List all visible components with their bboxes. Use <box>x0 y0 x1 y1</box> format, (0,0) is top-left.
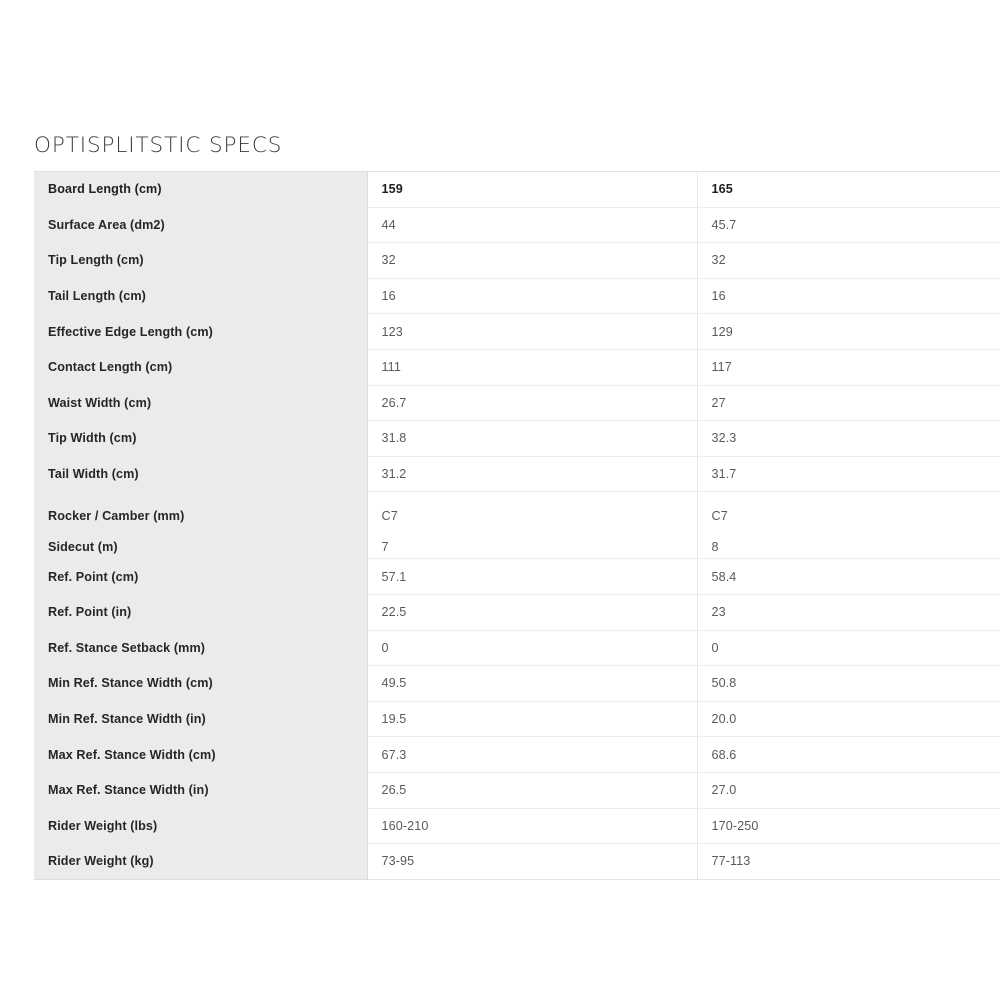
spec-label-cell <box>34 492 367 559</box>
spec-value-165-cell: 32 <box>697 243 1000 279</box>
table-row <box>34 666 1000 702</box>
spec-value-159-cell: 123 <box>367 314 697 350</box>
spec-value-159-cell: 31.2 <box>367 456 697 492</box>
spec-value-165-cell: 32.3 <box>697 421 1000 457</box>
spec-value-159-cell: 159 <box>367 172 697 208</box>
spec-label-cell: Max Ref. Stance Width (cm) <box>34 737 367 773</box>
spec-table-body <box>34 172 1000 880</box>
spec-value-165-cell <box>697 492 1000 559</box>
spec-value-159-cell: 26.5 <box>367 772 697 808</box>
spec-value-165-cell: 27 <box>697 385 1000 421</box>
spec-label-cell: Ref. Point (in) <box>34 594 367 630</box>
spec-label-cell: Waist Width (cm) <box>34 385 367 421</box>
spec-label-cell: Ref. Point (cm) <box>34 559 367 595</box>
spec-value-159-cell: 49.5 <box>367 666 697 702</box>
spec-value-159-cell: 67.3 <box>367 737 697 773</box>
table-row <box>34 456 1000 492</box>
spec-label-cell: Tail Length (cm) <box>34 278 367 314</box>
spec-label-cell: Max Ref. Stance Width (in) <box>34 772 367 808</box>
spec-table-container <box>34 171 1000 880</box>
spec-value-159-cell: 111 <box>367 349 697 385</box>
spec-label-cell: Min Ref. Stance Width (in) <box>34 701 367 737</box>
spec-value-165-cell: 77-113 <box>697 844 1000 880</box>
spec-value-165-cell: 50.8 <box>697 666 1000 702</box>
spec-value-165-cell: 68.6 <box>697 737 1000 773</box>
spec-value-165-cell: 45.7 <box>697 207 1000 243</box>
spec-value-159-cell-line-1: C7 <box>381 508 398 523</box>
table-row <box>34 594 1000 630</box>
page-title: OPTISPLITSTIC SPECS <box>34 133 283 159</box>
spec-label-cell-line-1: Rocker / Camber (mm) <box>48 508 185 523</box>
table-row <box>34 630 1000 666</box>
spec-value-159-cell: 26.7 <box>367 385 697 421</box>
spec-label-cell: Tip Width (cm) <box>34 421 367 457</box>
table-row <box>34 172 1000 208</box>
spec-value-159-cell: 160-210 <box>367 808 697 844</box>
spec-value-165-cell: 129 <box>697 314 1000 350</box>
table-row <box>34 844 1000 880</box>
spec-value-165-cell-line-1: C7 <box>711 508 728 523</box>
table-row <box>34 278 1000 314</box>
spec-value-159-cell: 0 <box>367 630 697 666</box>
spec-value-165-cell: 23 <box>697 594 1000 630</box>
spec-label-cell: Ref. Stance Setback (mm) <box>34 630 367 666</box>
table-row <box>34 385 1000 421</box>
spec-value-165-cell: 58.4 <box>697 559 1000 595</box>
spec-value-165-cell: 117 <box>697 349 1000 385</box>
spec-value-165-cell: 170-250 <box>697 808 1000 844</box>
spec-label-cell: Contact Length (cm) <box>34 349 367 385</box>
spec-value-165-cell: 20.0 <box>697 701 1000 737</box>
table-row <box>34 492 1000 559</box>
spec-value-159-cell: 44 <box>367 207 697 243</box>
spec-value-159-cell: 57.1 <box>367 559 697 595</box>
spec-value-165-cell: 27.0 <box>697 772 1000 808</box>
table-row <box>34 559 1000 595</box>
spec-label-cell: Tail Width (cm) <box>34 456 367 492</box>
spec-value-165-cell: 0 <box>697 630 1000 666</box>
table-row <box>34 314 1000 350</box>
table-row <box>34 772 1000 808</box>
spec-label-cell: Effective Edge Length (cm) <box>34 314 367 350</box>
spec-value-159-cell: 22.5 <box>367 594 697 630</box>
spec-value-159-cell: 73-95 <box>367 844 697 880</box>
spec-value-159-cell: 16 <box>367 278 697 314</box>
spec-label-cell: Rider Weight (lbs) <box>34 808 367 844</box>
spec-value-165-cell: 31.7 <box>697 456 1000 492</box>
spec-value-165-cell: 16 <box>697 278 1000 314</box>
table-row <box>34 701 1000 737</box>
optisplitstic-specs-table <box>34 171 1000 880</box>
spec-label-cell: Tip Length (cm) <box>34 243 367 279</box>
table-row <box>34 349 1000 385</box>
table-row <box>34 737 1000 773</box>
table-row <box>34 207 1000 243</box>
spec-label-cell: Rider Weight (kg) <box>34 844 367 880</box>
spec-label-cell-line-2: Sidecut (m) <box>48 539 118 554</box>
spec-label-cell: Surface Area (dm2) <box>34 207 367 243</box>
spec-label-cell: Board Length (cm) <box>34 172 367 208</box>
spec-value-159-cell-line-2: 7 <box>381 539 389 554</box>
table-row <box>34 421 1000 457</box>
spec-label-cell: Min Ref. Stance Width (cm) <box>34 666 367 702</box>
spec-value-165-cell: 165 <box>697 172 1000 208</box>
table-row <box>34 808 1000 844</box>
spec-value-159-cell <box>367 492 697 559</box>
spec-value-159-cell: 32 <box>367 243 697 279</box>
spec-value-159-cell: 19.5 <box>367 701 697 737</box>
spec-value-159-cell: 31.8 <box>367 421 697 457</box>
table-row <box>34 243 1000 279</box>
spec-value-165-cell-line-2: 8 <box>711 539 719 554</box>
